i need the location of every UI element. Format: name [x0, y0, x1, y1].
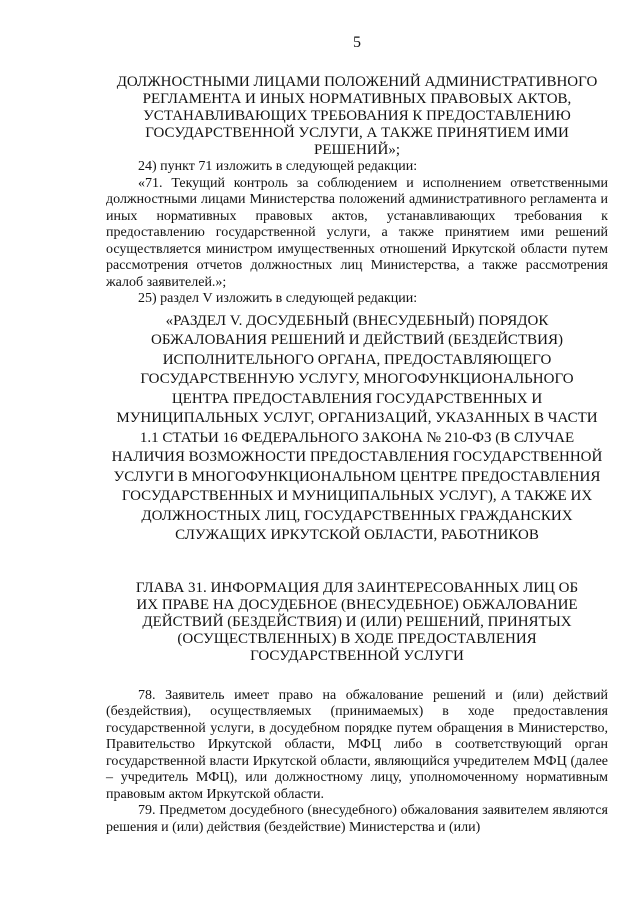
paragraph-item-79: 79. Предметом досудебного (внесудебного) обжалования заявителем являются решения и (или) действия (бездействие) Министерства и (или) [106, 803, 608, 835]
section-heading: «РАЗДЕЛ V. ДОСУДЕБНЫЙ (ВНЕСУДЕБНЫЙ) ПОРЯДОК ОБЖАЛОВАНИЯ РЕШЕНИЙ И ДЕЙСТВИЙ (БЕЗДЕЙСТВИЯ) ИСПОЛНИТЕЛЬНОГО ОРГАНА, ПРЕДОСТАВЛЯЮЩЕГО ГОСУДАРСТВЕННУЮ УСЛУГУ, МНОГОФУНКЦИОНАЛЬНОГО ЦЕНТРА ПРЕДОСТАВЛЕНИЯ ГОСУДАРСТВЕННЫХ И МУНИЦИПАЛЬНЫХ УСЛУГ, ОРГАНИЗАЦИЙ, УКАЗАННЫХ В ЧАСТИ 1.1 СТАТЬИ 16 ФЕДЕРАЛЬНОГО ЗАКОНА № 210-ФЗ (В СЛУЧАЕ НАЛИЧИЯ ВОЗМОЖНОСТИ ПРЕДОСТАВЛЕНИЯ ГОСУДАРСТВЕННОЙ УСЛУГИ В МНОГОФУНКЦИОНАЛЬНОМ ЦЕНТРЕ ПРЕДОСТАВЛЕНИЯ ГОСУДАРСТВЕННЫХ И МУНИЦИПАЛЬНЫХ УСЛУГ), А ТАКЖЕ ИХ ДОЛЖНОСТНЫХ ЛИЦ, ГОСУДАРСТВЕННЫХ ГРАЖДАНСКИХ СЛУЖАЩИХ ИРКУТСКОЙ ОБЛАСТИ, РАБОТНИКОВ [111, 312, 603, 543]
paragraph-group-a [106, 159, 608, 308]
paragraph-item-71: «71. Текущий контроль за соблюдением и исполнением ответственными должностными лицами Министерства положений административного регламента и иных нормативных правовых актов, устанавливающих требования к предоставлению государственной услуги, а также принятием ими решений осуществляется министром имущественных отношений Иркутской области путем рассмотрения отчетов должностных лиц Министерства, а также рассмотрения жалоб заявителей.»; [106, 175, 608, 290]
paragraph-group-b [106, 688, 608, 837]
chapter-heading: ГЛАВА 31. ИНФОРМАЦИЯ ДЛЯ ЗАИНТЕРЕСОВАННЫХ ЛИЦ ОБ ИХ ПРАВЕ НА ДОСУДЕБНОЕ (ВНЕСУДЕБНОЕ) ОБЖАЛОВАНИЕ ДЕЙСТВИЙ (БЕЗДЕЙСТВИЯ) И (ИЛИ) РЕШЕНИЙ, ПРИНЯТЫХ (ОСУЩЕСТВЛЕННЫХ) В ХОДЕ ПРЕДОСТАВЛЕНИЯ ГОСУДАРСТВЕННОЙ УСЛУГИ [135, 579, 579, 664]
paragraph-item-24: 24) пункт 71 изложить в следующей редакции: [138, 159, 418, 174]
paragraph-item-25: 25) раздел V изложить в следующей редакции: [138, 291, 418, 306]
paragraph-item-78: 78. Заявитель имеет право на обжалование решений и (или) действий (бездействия), осуществляемых (принимаемых) в ходе предоставления государственной услуги, в досудебном порядке путем обращения в Министерство, Правительство Иркутской области, МФЦ либо в соответствующий орган государственной власти Иркутской области, являющийся учредителем МФЦ (далее – учредитель МФЦ), или должностному лицу, уполномоченному нормативным правовым актом Иркутской области. [106, 687, 608, 802]
page-number: 5 [353, 34, 361, 51]
top-heading: ДОЛЖНОСТНЫМИ ЛИЦАМИ ПОЛОЖЕНИЙ АДМИНИСТРАТИВНОГО РЕГЛАМЕНТА И ИНЫХ НОРМАТИВНЫХ ПРАВОВЫХ АКТОВ, УСТАНАВЛИВАЮЩИХ ТРЕБОВАНИЯ К ПРЕДОСТАВЛЕНИЮ ГОСУДАРСТВЕННОЙ УСЛУГИ, А ТАКЖЕ ПРИНЯТИЕМ ИМИ РЕШЕНИЙ»; [116, 74, 598, 158]
